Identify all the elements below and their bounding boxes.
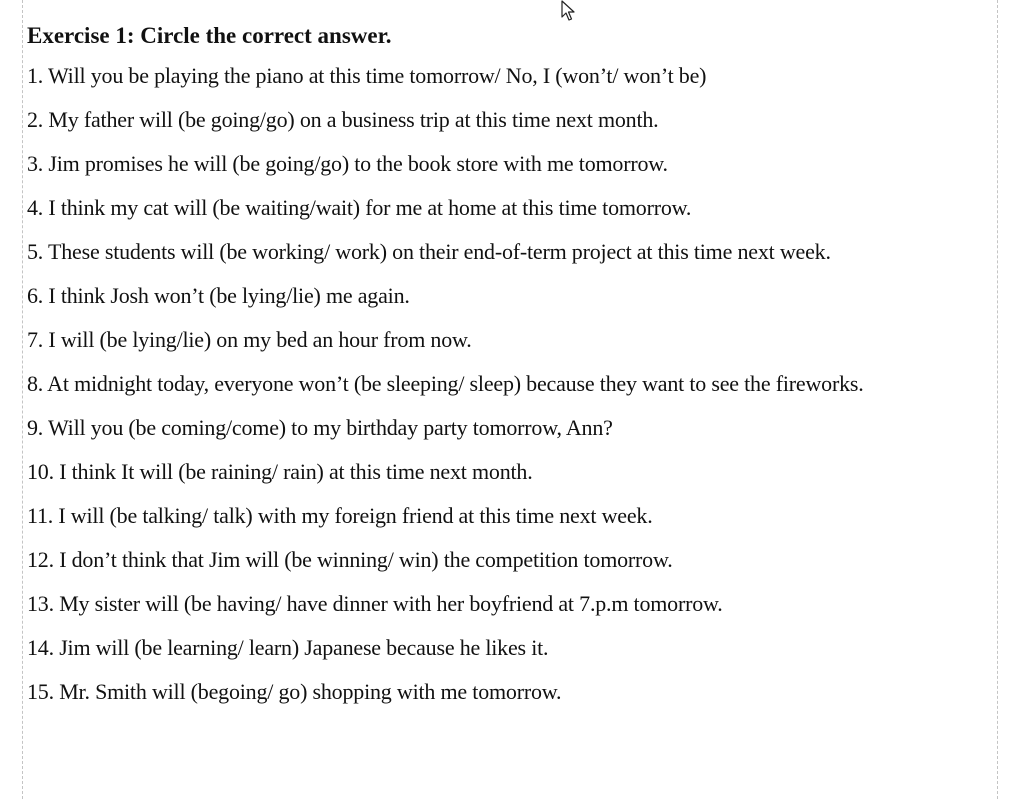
exercise-item-text: 6. I think Josh won’t (be lying/lie) me again. xyxy=(27,283,410,308)
exercise-item-text: 1. Will you be playing the piano at this time tomorrow/ No, I (won’t/ won’t be) xyxy=(27,63,707,88)
exercise-item-10 xyxy=(27,450,992,494)
exercise-item-text: 2. My father will (be going/go) on a business trip at this time next month. xyxy=(27,107,659,132)
exercise-item-13 xyxy=(27,582,992,626)
exercise-item-4 xyxy=(27,186,992,230)
exercise-item-text: 4. I think my cat will (be waiting/wait) for me at home at this time tomorrow. xyxy=(27,195,692,220)
page-margin-left xyxy=(22,0,23,799)
exercise-item-3 xyxy=(27,142,992,186)
exercise-item-6 xyxy=(27,274,992,318)
exercise-item-12 xyxy=(27,538,992,582)
exercise-item-text: 7. I will (be lying/lie) on my bed an hour from now. xyxy=(27,327,472,352)
exercise-item-text: 13. My sister will (be having/ have dinner with her boyfriend at 7.p.m tomorrow. xyxy=(27,591,723,616)
exercise-item-text: 5. These students will (be working/ work) on their end-of-term project at this time next week. xyxy=(27,239,831,264)
exercise-item-1 xyxy=(27,54,992,98)
exercise-item-8 xyxy=(27,362,992,406)
exercise-list xyxy=(27,54,992,714)
exercise-item-text: 3. Jim promises he will (be going/go) to the book store with me tomorrow. xyxy=(27,151,668,176)
exercise-title: Exercise 1: Circle the correct answer. xyxy=(27,23,392,48)
exercise-item-5 xyxy=(27,230,992,274)
exercise-item-text: 15. Mr. Smith will (begoing/ go) shopping with me tomorrow. xyxy=(27,679,562,704)
exercise-item-text: 11. I will (be talking/ talk) with my foreign friend at this time next week. xyxy=(27,503,653,528)
exercise-item-15 xyxy=(27,670,992,714)
page-margin-right xyxy=(997,0,998,799)
exercise-item-text: 12. I don’t think that Jim will (be winning/ win) the competition tomorrow. xyxy=(27,547,673,572)
exercise-item-9 xyxy=(27,406,992,450)
exercise-item-14 xyxy=(27,626,992,670)
exercise-item-2 xyxy=(27,98,992,142)
exercise-item-11 xyxy=(27,494,992,538)
exercise-item-text: 9. Will you (be coming/come) to my birthday party tomorrow, Ann? xyxy=(27,415,613,440)
exercise-item-text: 14. Jim will (be learning/ learn) Japanese because he likes it. xyxy=(27,635,549,660)
exercise-item-text: 10. I think It will (be raining/ rain) at this time next month. xyxy=(27,459,533,484)
document-body xyxy=(27,18,992,714)
exercise-item-7 xyxy=(27,318,992,362)
exercise-item-text: 8. At midnight today, everyone won’t (be sleeping/ sleep) because they want to see the fireworks. xyxy=(27,371,864,396)
